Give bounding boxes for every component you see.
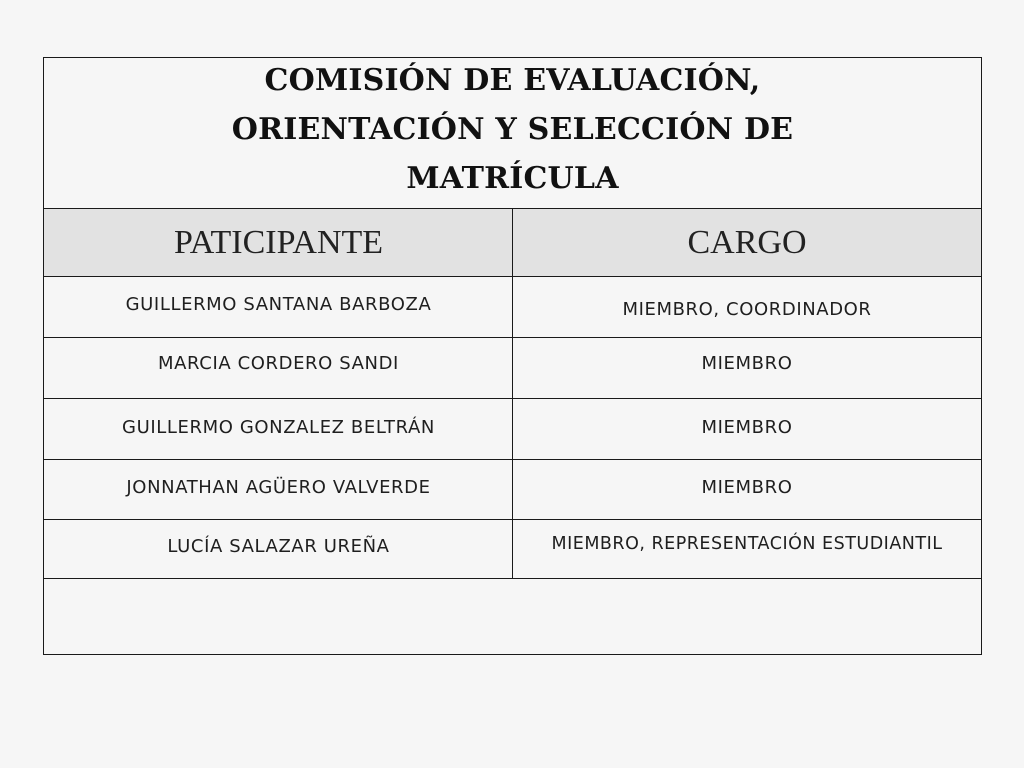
title-line-1: COMISIÓN DE EVALUACIÓN, <box>264 62 761 98</box>
committee-table <box>43 57 982 655</box>
title-line-3: MATRÍCULA <box>406 160 619 196</box>
column-divider <box>512 209 513 579</box>
participant-role: MIEMBRO, COORDINADOR <box>622 299 872 320</box>
participant-name: MARCIA CORDERO SANDI <box>158 353 399 374</box>
participant-role: MIEMBRO <box>701 353 793 374</box>
header-role: CARGO <box>687 223 807 261</box>
empty-table-row <box>44 579 981 654</box>
participant-name: GUILLERMO GONZALEZ BELTRÁN <box>122 417 435 438</box>
participant-name: JONNATHAN AGÜERO VALVERDE <box>126 477 431 498</box>
participant-name: LUCÍA SALAZAR UREÑA <box>167 536 390 557</box>
header-participant: PATICIPANTE <box>173 223 384 261</box>
document-title <box>203 56 823 203</box>
title-block <box>44 58 981 209</box>
participant-role: MIEMBRO <box>701 477 793 498</box>
participant-role: MIEMBRO, REPRESENTACIÓN ESTUDIANTIL <box>551 534 943 554</box>
participant-name: GUILLERMO SANTANA BARBOZA <box>125 294 432 315</box>
title-line-2: ORIENTACIÓN Y SELECCIÓN DE <box>231 111 794 147</box>
participant-role: MIEMBRO <box>701 417 793 438</box>
